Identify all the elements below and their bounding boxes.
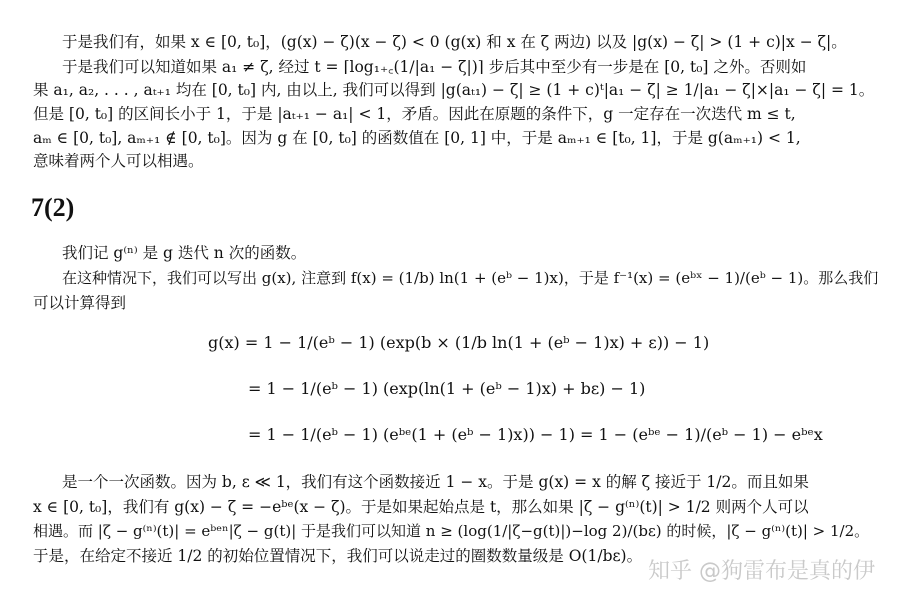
equation-line: = 1 − 1/(eᵇ − 1) (eᵇᵉ(1 + (eᵇ − 1)x)) − 1) = 1 − (eᵇᵉ − 1)/(eᵇ − 1) − eᵇᵉx bbox=[248, 425, 823, 444]
text-line: x ∈ [0, t₀]，我们有 g(x) − ζ = −eᵇᵉ(x − ζ)。于是如果起始点是 t，那么如果 |ζ − g⁽ⁿ⁾(t)| > 1/2 则两个人可以 bbox=[33, 498, 809, 516]
text-line: 可以计算得到 bbox=[33, 294, 127, 312]
text-line: aₘ ∈ [0, t₀], aₘ₊₁ ∉ [0, t₀]。因为 g 在 [0, t₀] 的函数值在 [0, 1] 中，于是 aₘ₊₁ ∈ [t₀, 1]，于是 g(aₘ₊₁) < 1, bbox=[33, 129, 801, 147]
text-line: 我们记 g⁽ⁿ⁾ 是 g 迭代 n 次的函数。 bbox=[62, 244, 307, 262]
text-line: 于是我们有，如果 x ∈ [0, t₀]，(g(x) − ζ)(x − ζ) < 0 (g(x) 和 x 在 ζ 两边) 以及 |g(x) − ζ| > (1 + c)|x − ζ|。 bbox=[62, 33, 847, 51]
text-line: 意味着两个人可以相遇。 bbox=[33, 152, 204, 170]
text-line: 于是，在给定不接近 1/2 的初始位置情况下，我们可以说走过的圈数数量级是 O(1/bε)。 bbox=[33, 547, 643, 565]
text-line: 在这种情况下，我们可以写出 g(x), 注意到 f(x) = (1/b) ln(1 + (eᵇ − 1)x)，于是 f⁻¹(x) = (eᵇˣ − 1)/(eᵇ − 1)。那么我们 bbox=[62, 269, 879, 287]
text-line: 但是 [0, t₀] 的区间长小于 1，于是 |aₜ₊₁ − a₁| < 1，矛盾。因此在原题的条件下，g 一定存在一次迭代 m ≤ t, bbox=[33, 105, 796, 123]
section-title: 7(2) bbox=[31, 193, 75, 222]
equation-line: = 1 − 1/(eᵇ − 1) (exp(ln(1 + (eᵇ − 1)x) + bε) − 1) bbox=[248, 379, 646, 398]
text-line: 是一个一次函数。因为 b, ε ≪ 1，我们有这个函数接近 1 − x。于是 g(x) = x 的解 ζ 接近于 1/2。而且如果 bbox=[62, 473, 809, 491]
text-line: 相遇。而 |ζ − g⁽ⁿ⁾(t)| = eᵇᵉⁿ|ζ − g(t)| 于是我们可以知道 n ≥ (log(1/|ζ−g(t)|)−log 2)/(bε) 的时候，|ζ − g⁽ⁿ⁾(t)| > 1/2。 bbox=[33, 522, 870, 540]
text-line: 果 a₁, a₂, . . . , aₜ₊₁ 均在 [0, t₀] 内, 由以上, 我们可以得到 |g(aₜ₁) − ζ| ≥ (1 + c)ᵗ|a₁ − ζ| ≥ 1/|a₁ − ζ|×|a₁ − ζ| = 1。 bbox=[33, 81, 875, 99]
watermark: 知乎 @狗雷布是真的伊 bbox=[648, 559, 875, 584]
equation-line: g(x) = 1 − 1/(eᵇ − 1) (exp(b × (1/b ln(1 + (eᵇ − 1)x) + ε)) − 1) bbox=[208, 333, 710, 352]
text-line: 于是我们可以知道如果 a₁ ≠ ζ, 经过 t = ⌈log₁₊꜀(1/|a₁ − ζ|)⌉ 步后其中至少有一步是在 [0, t₀] 之外。否则如 bbox=[62, 58, 807, 76]
